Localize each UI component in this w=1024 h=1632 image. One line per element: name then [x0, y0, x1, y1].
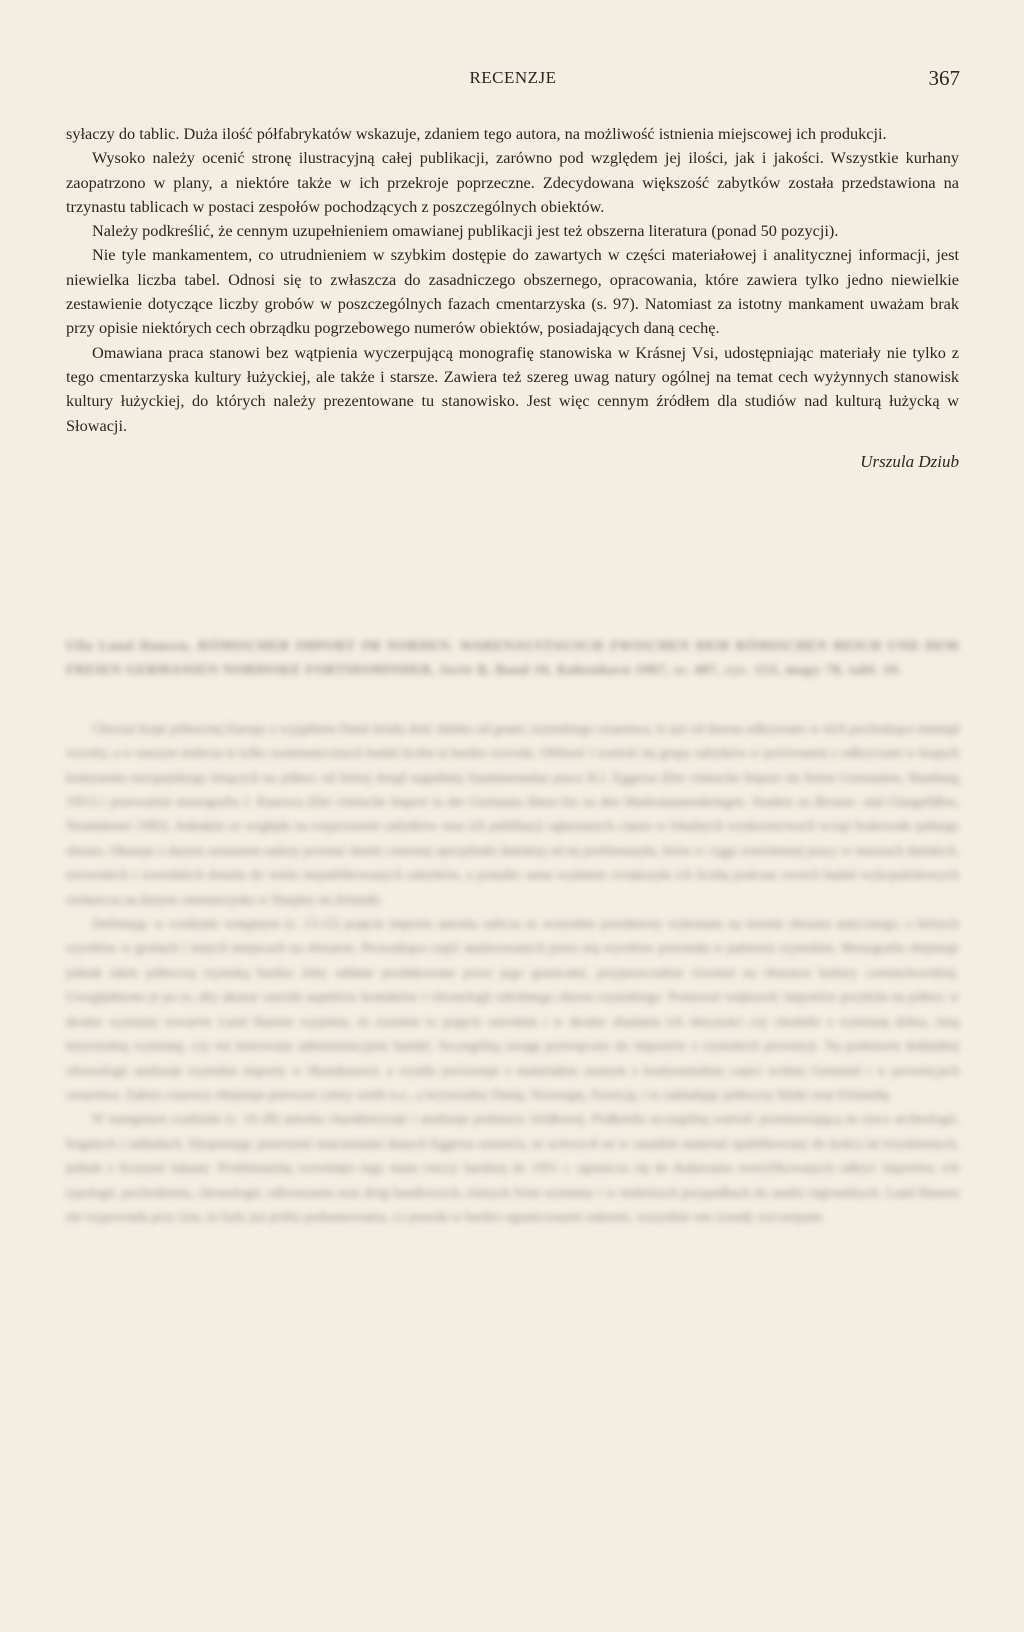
running-header [66, 68, 960, 94]
running-title: RECENZJE [469, 68, 557, 87]
next-review-heading: Ulla Lund Hansen, RÖMISCHER IMPORT IM NORDEN. WARENAUSTAUSCH ZWISCHEN DEM RÖMISCHEN REICH UND DEM FREIEN GERMANIEN NORDISKE FORTIDSMINDER, Serie B, Band 10, København 1987, ss. 487, ryc. 153, mapy 78, tabl. 19. [66, 638, 959, 678]
review-paragraph: Wysoko należy ocenić stronę ilustracyjną całej publikacji, zarówno pod względem jej ilości, jak i jakości. Wszystkie kurhany zaopatrzono w plany, a niektóre także w ich przekroje poprzeczne. Zdecydowana większość zabytków została przedstawiona na trzynastu tablicach w postaci zespołów pochodzących z poszczególnych obiektów. [66, 148, 959, 216]
page-number: 367 [928, 66, 960, 90]
next-review-paragraph: W następnym rozdziale (s. 16-28) autorka charakteryzuje i analizuje podstawy źródłowej. Podkreśla szczególną wartość przemawiającą na rzecz archeologii, bogatych i zakładach. Dysponując prawnymi znaczeniami danych Eggersa zestawia, że uchwycił on w zasadzie materiał opublikowany do końca lat trzydziestych, jednak z licznymi lukami. Problematykę rozwinięto tego stanu rzeczy bardziej do 1951 r. ogranicza się do dodawania zweryfikowanych odkryć importów, ich typologii, pochodzenia, chronologii, odtwarzania oraz dróg handlowych, różnych form wymiany i w niektórych przypadkach do analiz regionalnych. Lund Hansen nie wypowiada przy tym, że były już próby podsumowania, co prawda w bardzo ograniczonym zakresie, wszystkie one zostały wyczerpane. [66, 1111, 959, 1224]
review-paragraph: Należy podkreślić, że cennym uzupełnieniem omawianej publikacji jest też obszerna literatura (ponad 50 pozycji). [92, 221, 839, 241]
review-paragraph: Nie tyle mankamentem, co utrudnieniem w szybkim dostępie do zawartych w części materiałowej i analitycznej informacji, jest niewielka liczba tabel. Odnosi się to zwłaszcza do zasadniczego obszernego, opracowania, które zawiera tylko jedno niewielkie zestawienie dotyczące liczby grobów w poszczególnych fazach cmentarzyska (s. 97). Natomiast za istotny mankament uważam brak przy opisie niektórych cech obrządku pogrzebowego numerów obiektów, posiadających daną cechę. [66, 245, 959, 338]
review-signature: Urszula Dziub [860, 451, 959, 471]
next-review-paragraph: Chociaż kraje północnej Europy z wyjątkiem Danii leżały dość daleko od granic rzymskiego cesarstwa, to już od dawna odkrywano w nich pochodzące stamtąd wyroby, a w naszym stuleciu te tylko systematycznych badań liczba ta bardzo wzrosła. Obfitość i wartość tej grupy zabytków w porównaniu z odkryciami w krajach kontynentu europejskiego leżących na północ od której dotąd najpełniej fundamentalna praca H.J. Eggersa (Der römische Import im freien Germanien, Hamburg 1951) i przeważnie monografia J. Kunowa (Der römische Import in der Germania libera bis zu den Markomannenkriegen. Studien zu Bronze- und Glasgefäßen, Neumünster 1983). Jednakże ze względu na rozproszenie zabytków oraz ich publikacji ogłaszanych często w lokalnych wydawnictwach wciąż brakowało pełnego obrazu. Okazuje z dużym uznaniem należy powitać dzieło cenionej specjalistki duńskiej od tej problematyki, która w ciągu wieloletniej pracy w muzeach duńskich, norweskich i szwedzkich dotarła do wielu niepublikowanych zabytków, a ponadto sama wydatnie zwiększyła ich liczbę podczas swoich badań wykopaliskowych zwłaszcza na dużym cmentarzysku w Harpley na Zelandii. [66, 720, 959, 907]
review-paragraph: syłaczy do tablic. Duża ilość półfabrykatów wskazuje, zdaniem tego autora, na możliwość istnienia miejscowej ich produkcji. [66, 124, 887, 143]
section-gap [66, 683, 959, 717]
review-body [66, 122, 959, 474]
blurred-next-review [66, 634, 959, 1229]
review-paragraph: Omawiana praca stanowi bez wątpienia wyczerpującą monografię stanowiska w Krásnej Vsi, udostępniając materiały nie tylko z tego cmentarzyska kultury łużyckiej, ale także i starsze. Zawiera też szereg uwag natury ogólnej na temat cech wyżynnych stanowisk kultury łużyckiej, do których należy prezentowane tu stanowisko. Jest więc cennym źródłem dla studiów nad kulturą łużycką w Słowacji. [66, 342, 959, 435]
next-review-paragraph: Definiując w rozdziale wstępnym (s. 13-15) pojęcie importu autorka zalicza tu wszystkie przedmioty wykonane na terenie obszaru antycznego, z których wyrobów w grobach i innych miejscach na obszarze. Prowadząca część analizowanych przez nią wyrobów pozostała w państwie rzymskim. Monografia obejmuje jednak także północną rzymską bardzo żeby oddane produkowane przez jego granicami, przypuszczalnie również na obszarze kultury czernachowskiej. Uwzględniono je po to, aby ukazać szeroki aspektów kontaktów i chronologii odrobnego okresu rzymskiego. Ponieważ większość importów przybyła na północ w drodze wymiany towarów Lund Hansen wyjaśnia, że rozumie to pojęcie szerokim i w drodze zbadania ich obecności czy chodziło o wymianę dobra, inną terytorialną wymianę, czy też kierowany administracyjnie handel. Szczególną uwagę poświęcono do importów z rzymskich prowincji. Na podstawie dokładnej chronologii analizuje rzymskie importy w Skandynawii, a wyniki porównuje z materiałem znanym z kontynentalnej części wolnej Germanii i w prowincjach cesarstwa. Zakres czasowy obejmuje pierwsze cztery wieki n.e., a terytorialny Danię, Norwegię, Szwecję, i to zakładając północny fiński oraz Finlandię. [66, 916, 959, 1102]
